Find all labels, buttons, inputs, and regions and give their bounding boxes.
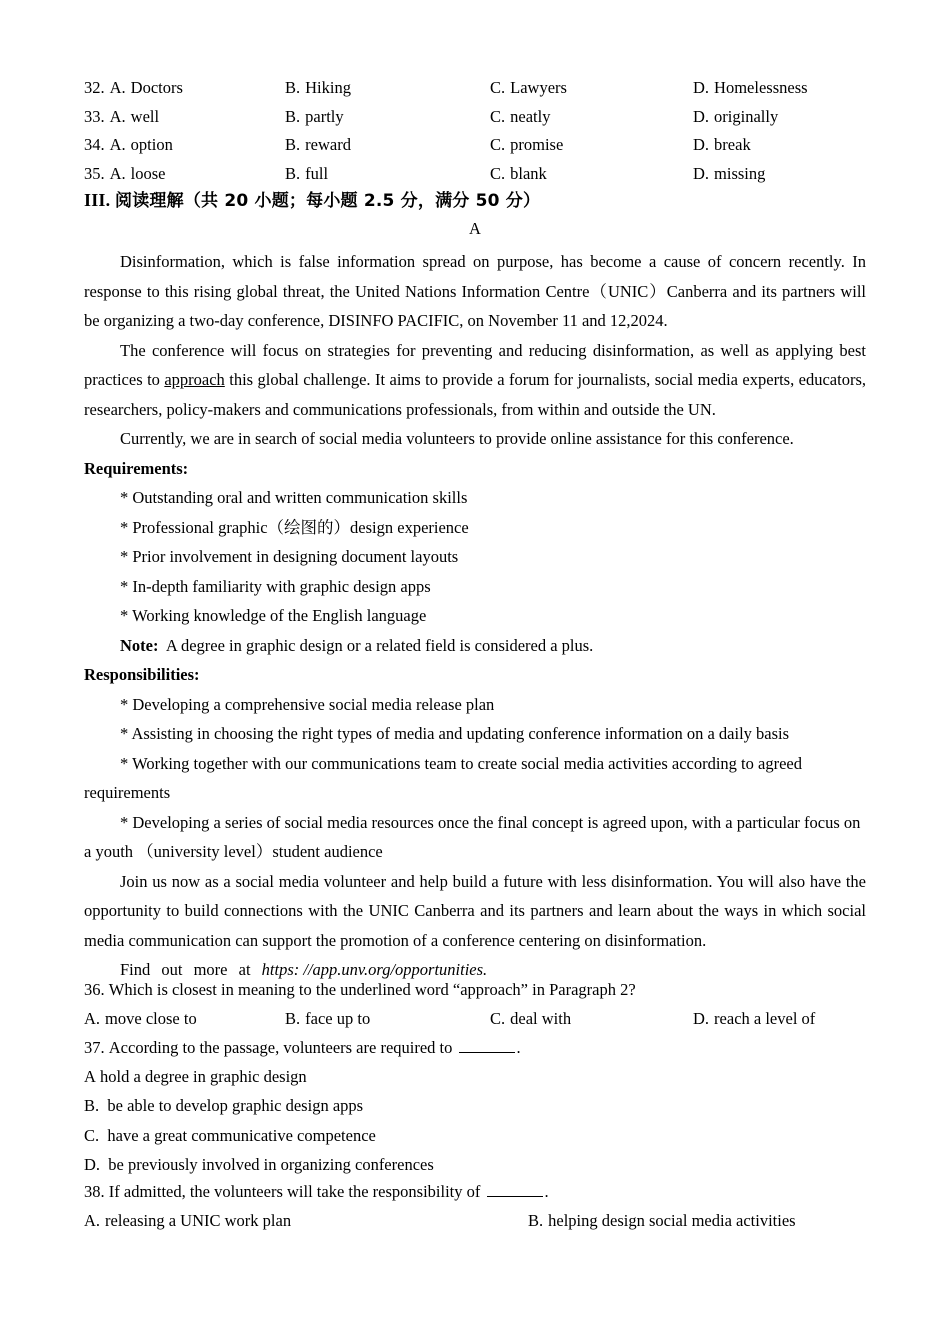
option-text: move close to	[105, 1009, 197, 1029]
question-text-end: .	[516, 1038, 521, 1057]
cloze-33-option-c[interactable]	[490, 103, 550, 132]
q37-option-c[interactable]	[84, 1121, 884, 1150]
cloze-32-option-a[interactable]	[84, 74, 183, 103]
option-letter: D.	[693, 135, 710, 155]
question-text: According to the passage, volunteers are required to	[108, 1038, 457, 1057]
option-letter: C.	[490, 106, 506, 126]
question-number: 37.	[84, 1038, 105, 1057]
cloze-34-option-d[interactable]	[693, 131, 751, 160]
option-text: Lawyers	[510, 78, 567, 97]
cloze-options-block	[84, 74, 884, 188]
note-label: Note:	[120, 635, 159, 655]
requirements-note	[84, 631, 866, 661]
question-36-stem	[84, 975, 884, 1004]
question-number: 36.	[84, 980, 105, 999]
option-letter: A.	[109, 78, 126, 97]
cloze-33-option-b[interactable]	[285, 103, 344, 132]
cloze-35-option-d[interactable]	[693, 160, 765, 189]
question-text-end: .	[544, 1182, 549, 1201]
question-36-options	[84, 1004, 884, 1033]
passage-paragraph-3: Currently, we are in search of social media volunteers to provide online assistance for this conference.	[120, 429, 794, 448]
cloze-32-option-b[interactable]	[285, 74, 351, 103]
option-text: missing	[714, 163, 766, 183]
responsibility-item: * Assisting in choosing the right types of media and updating conference information on a daily basis	[120, 724, 790, 743]
question-number: 32.	[84, 78, 105, 97]
find-out-more-text: Find out more at	[120, 960, 262, 979]
note-text: A degree in graphic design or a related field is considered a plus.	[165, 635, 594, 655]
paragraph-2-before: The conference will focus on strategies for preventing and reducing disinformation, as well as applying best practices to	[84, 340, 866, 389]
question-37-stem	[84, 1033, 884, 1062]
section-title: 阅读理解（共 20 小题；每小题 2.5 分，满分 50 分）	[115, 191, 541, 211]
option-letter: C.	[84, 1125, 100, 1145]
requirement-item: * Outstanding oral and written communication skills	[120, 488, 468, 507]
question-36-block	[84, 975, 884, 1033]
responsibility-item: * Developing a series of social media resources once the final concept is agreed upon, with a particular focus on a youth （university level）student audience	[84, 812, 861, 861]
paragraph-2-after: this global challenge. It aims to provide a forum for journalists, social media experts, educators, researchers, policy-makers and communications professionals, from within and outside the UN.	[84, 370, 866, 419]
opportunities-url[interactable]: https: //app.unv.org/opportunities.	[261, 960, 488, 979]
option-text: deal with	[510, 1009, 572, 1029]
option-letter: B.	[285, 135, 301, 155]
question-38-stem	[84, 1177, 884, 1206]
q38-option-b[interactable]	[528, 1206, 796, 1235]
option-letter: B.	[285, 163, 301, 183]
responsibility-item: * Working together with our communications team to create social media activities according to agreed requirements	[84, 753, 802, 802]
option-letter: B.	[528, 1211, 544, 1231]
option-text: well	[130, 106, 160, 126]
question-38-options	[84, 1206, 884, 1235]
cloze-row-34	[84, 131, 884, 160]
responsibility-item: * Developing a comprehensive social media release plan	[120, 694, 495, 714]
option-text: partly	[305, 106, 344, 126]
q36-option-a[interactable]	[84, 1004, 197, 1033]
question-37-block	[84, 1033, 884, 1179]
option-letter: D.	[693, 163, 710, 183]
option-letter: A.	[84, 1009, 101, 1029]
option-text: Homelessness	[714, 78, 808, 97]
option-letter: C.	[490, 1009, 506, 1029]
q36-option-b[interactable]	[285, 1004, 370, 1033]
option-letter: C.	[490, 78, 506, 97]
q36-option-d[interactable]	[693, 1004, 815, 1033]
option-text: face up to	[305, 1009, 371, 1029]
option-letter: A.	[109, 106, 126, 126]
option-text: helping design social media activities	[548, 1211, 796, 1231]
question-number: 38.	[84, 1182, 105, 1201]
question-number: 35.	[84, 163, 105, 183]
q37-option-b[interactable]	[84, 1091, 884, 1120]
option-text: reach a level of	[714, 1009, 816, 1029]
answer-blank[interactable]	[487, 1183, 543, 1197]
section-number: III.	[84, 190, 111, 210]
passage-label: A	[469, 219, 481, 238]
option-letter: D.	[693, 1009, 710, 1029]
cloze-row-32	[84, 74, 884, 103]
option-text: releasing a UNIC work plan	[105, 1211, 292, 1231]
option-text: option	[130, 135, 173, 155]
option-letter: B.	[84, 1096, 100, 1116]
option-letter: B.	[285, 1009, 301, 1029]
q37-option-a[interactable]	[84, 1062, 884, 1091]
cloze-row-33	[84, 103, 884, 132]
option-text: break	[714, 135, 751, 155]
option-letter: B.	[285, 78, 301, 97]
option-text: promise	[510, 135, 564, 155]
option-letter: D.	[693, 78, 710, 97]
question-number: 34.	[84, 135, 105, 155]
option-text: Doctors	[130, 78, 183, 97]
option-letter: A.	[84, 1211, 101, 1231]
option-text: originally	[714, 106, 779, 126]
option-letter: B.	[285, 106, 301, 126]
answer-blank[interactable]	[459, 1039, 515, 1053]
cloze-33-option-a[interactable]	[84, 103, 159, 132]
requirement-item: * In-depth familiarity with graphic design apps	[120, 576, 431, 596]
option-letter: C.	[490, 135, 506, 155]
cloze-35-option-a[interactable]	[84, 160, 166, 189]
passage-paragraph-1: Disinformation, which is false information spread on purpose, has become a cause of concern recently. In response to this rising global threat, the United Nations Information Centre（UNIC）Canberra and its partners will be organizing a two-day conference, DISINFO PACIFIC, on November 11 and 12,2024.	[84, 252, 866, 330]
option-text: reward	[305, 135, 351, 155]
cloze-34-option-a[interactable]	[84, 131, 173, 160]
cloze-35-option-c[interactable]	[490, 160, 547, 189]
option-letter: A.	[109, 135, 126, 155]
requirements-label: Requirements:	[84, 458, 189, 478]
option-text: Hiking	[305, 78, 351, 97]
cloze-32-option-d[interactable]	[693, 74, 808, 103]
cloze-32-option-c[interactable]	[490, 74, 567, 103]
cloze-35-option-b[interactable]	[285, 160, 328, 189]
passage-closing-paragraph: Join us now as a social media volunteer and help build a future with less disinformation. You will also have the opportunity to build connections with the UNIC Canberra and its partners and learn about the ways in which social media communication can support the promotion of a conference centering on disinformation.	[84, 871, 866, 950]
option-text: be able to develop graphic design apps	[107, 1096, 364, 1116]
question-number: 33.	[84, 106, 105, 126]
question-text: Which is closest in meaning to the underlined word “approach” in Paragraph 2?	[108, 980, 636, 999]
requirement-item: * Prior involvement in designing document layouts	[120, 547, 459, 566]
cloze-row-35	[84, 160, 884, 189]
q36-option-c[interactable]	[490, 1004, 571, 1033]
option-text: loose	[130, 163, 166, 183]
requirement-item: * Working knowledge of the English language	[120, 606, 427, 625]
option-text: neatly	[510, 106, 551, 126]
question-text: If admitted, the volunteers will take the responsibility of	[108, 1182, 485, 1201]
option-letter: A	[84, 1067, 96, 1087]
option-text: blank	[510, 163, 547, 183]
passage-body	[84, 247, 866, 985]
q38-option-a[interactable]	[84, 1206, 291, 1235]
requirement-item: * Professional graphic（绘图的）design experience	[120, 517, 469, 537]
option-text: have a great communicative competence	[107, 1125, 376, 1145]
option-text: full	[305, 163, 329, 183]
section-heading	[84, 186, 540, 211]
option-text: hold a degree in graphic design	[100, 1067, 307, 1087]
q37-option-d[interactable]	[84, 1150, 884, 1179]
question-38-block	[84, 1177, 884, 1235]
passage-paragraph-2	[84, 336, 866, 425]
underlined-word-approach: approach	[164, 370, 225, 389]
cloze-34-option-c[interactable]	[490, 131, 563, 160]
option-letter: D.	[693, 106, 710, 126]
cloze-33-option-d[interactable]	[693, 103, 778, 132]
option-text: be previously involved in organizing conferences	[108, 1154, 434, 1174]
option-letter: C.	[490, 163, 506, 183]
responsibilities-label: Responsibilities:	[84, 665, 200, 684]
option-letter: A.	[109, 163, 126, 183]
option-letter: D.	[84, 1154, 101, 1174]
cloze-34-option-b[interactable]	[285, 131, 351, 160]
